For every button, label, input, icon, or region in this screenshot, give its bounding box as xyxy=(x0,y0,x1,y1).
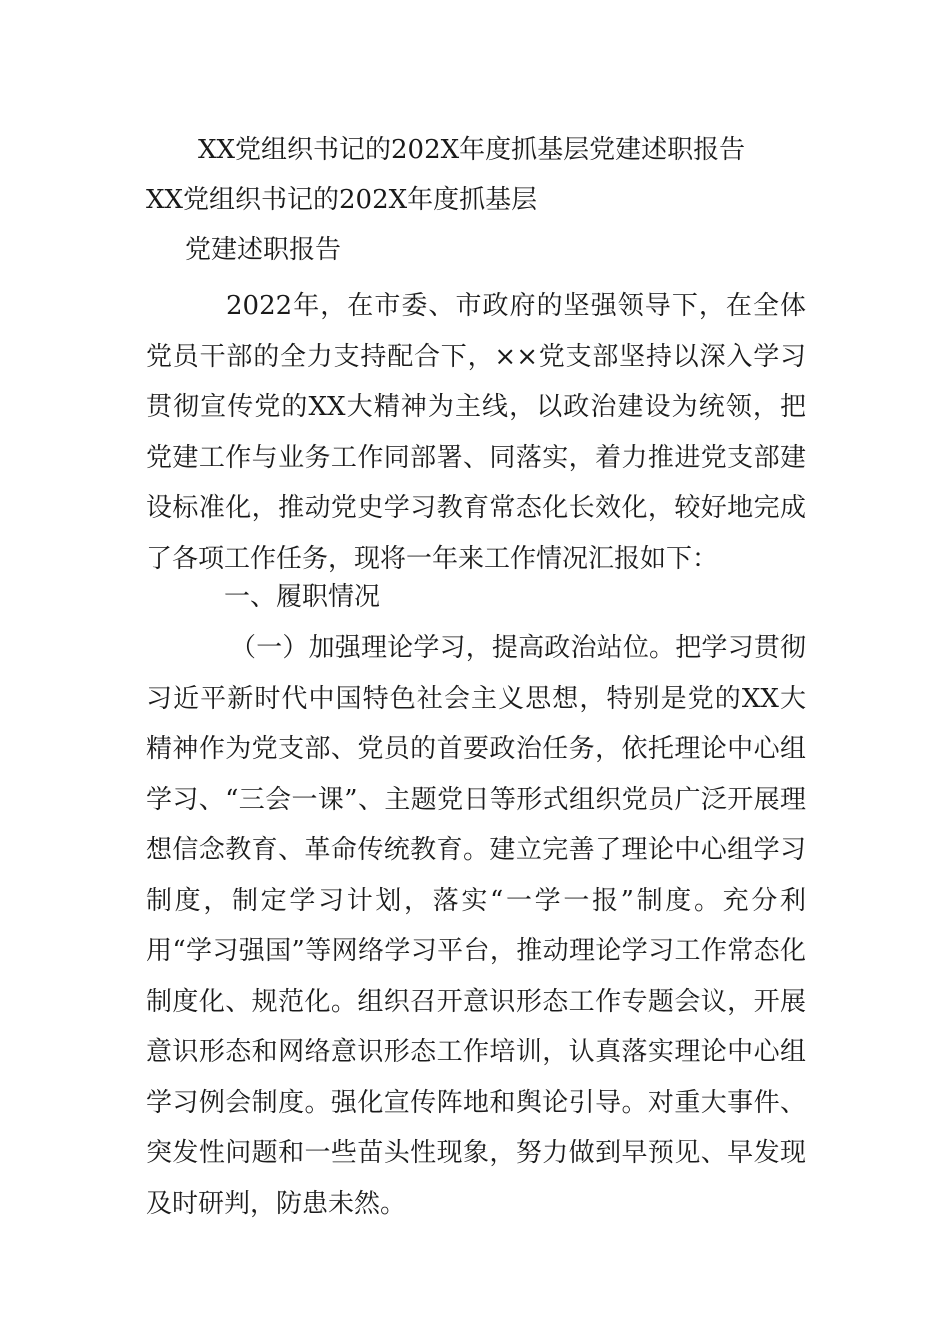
theory-study-paragraph: （一）加强理论学习，提高政治站位。把学习贯彻习近平新时代中国特色社会主义思想，特别是党的XX大精神作为党支部、党员的首要政治任务，依托理论中心组学习、“三会一课”、主题党日等形式组织党员广泛开展理想信念教育、革命传统教育。建立完善了理论中心组学习制度，制定学习计划，落实“一学一报”制度。充分利用“学习强国”等网络学习平台，推动理论学习工作常态化制度化、规范化。组织召开意识形态工作专题会议，开展意识形态和网络意识形态工作培训，认真落实理论中心组学习例会制度。强化宣传阵地和舆论引导。对重大事件、突发性问题和一些苗头性现象，努力做到早预见、早发现及时研判，防患未然。 xyxy=(146,633,806,1219)
intro-paragraph: 2022年，在市委、市政府的坚强领导下，在全体党员干部的全力支持配合下，××党支部坚持以深入学习贯彻宣传党的XX大精神为主线，以政治建设为统领，把党建工作与业务工作同部署、同落实，着力推进党支部建设标准化，推动党史学习教育常态化长效化，较好地完成了各项工作任务，现将一年来工作情况汇报如下： xyxy=(146,291,806,574)
document-title: XX党组织书记的202X年度抓基层党建述职报告 xyxy=(198,135,746,165)
document-subtitle-line-1: XX党组织书记的202X年度抓基层 xyxy=(146,185,538,215)
section-heading: 一、履职情况 xyxy=(224,582,381,612)
document-subtitle-line-2: 党建述职报告 xyxy=(185,235,342,265)
